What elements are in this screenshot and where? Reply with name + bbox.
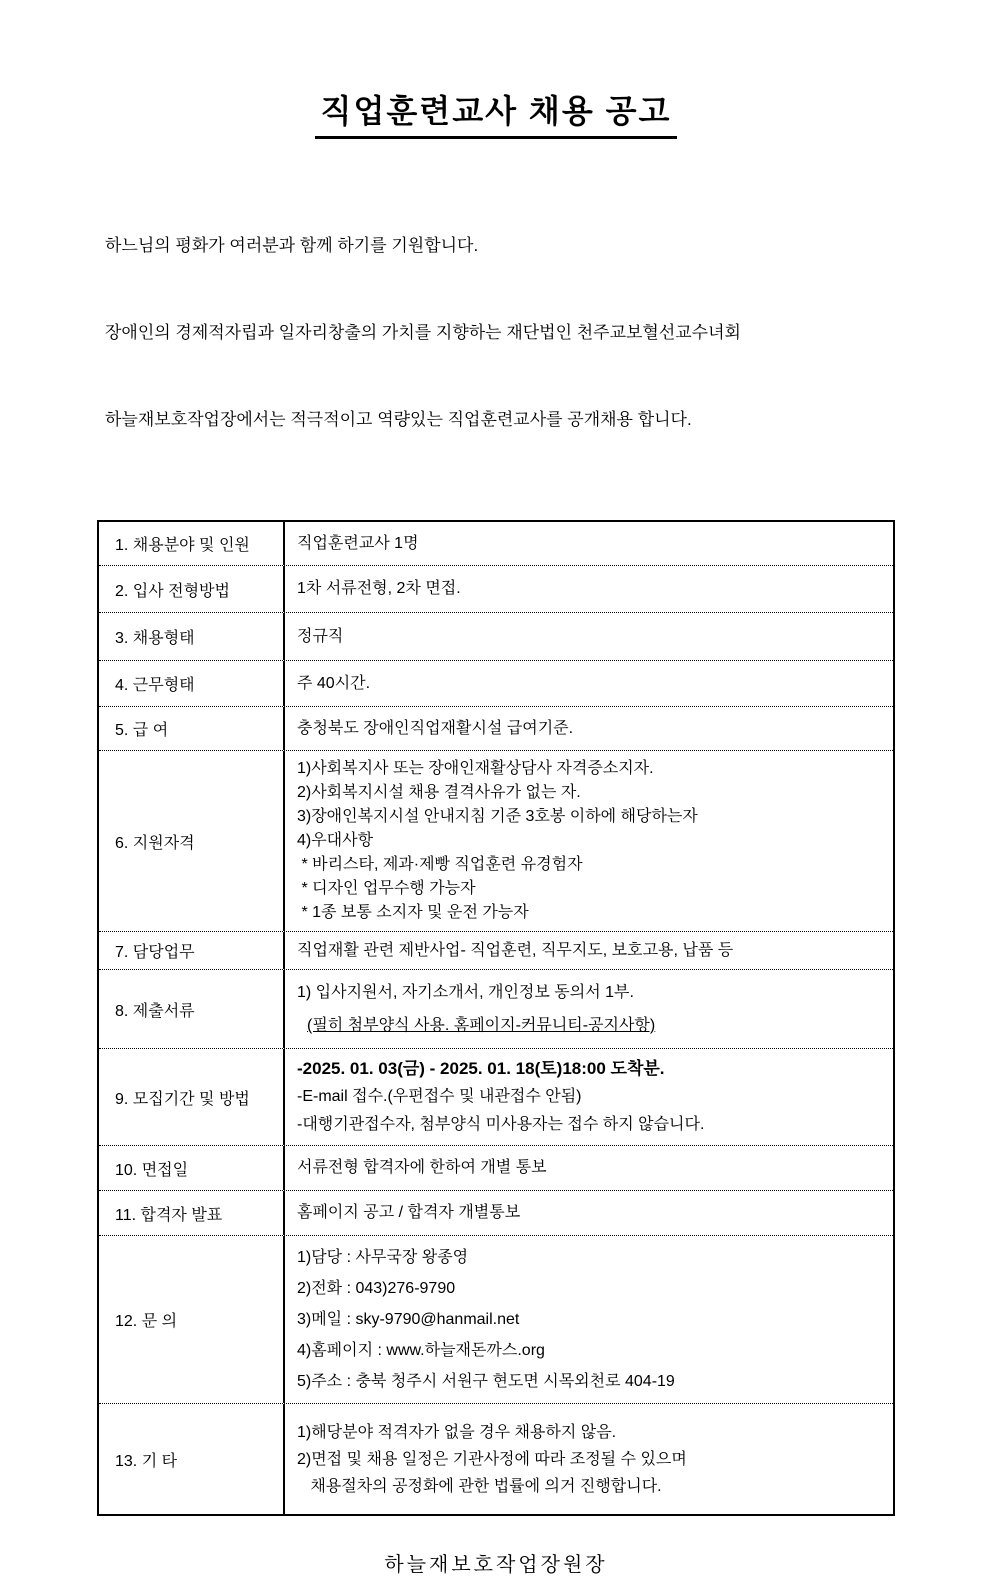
table-row bbox=[99, 751, 893, 932]
row-label: 12. 문 의 bbox=[99, 1236, 285, 1403]
row-value-line: 주 40시간. bbox=[297, 674, 371, 692]
row-value-line: 3)메일 : sky-9790@hanmail.net bbox=[297, 1311, 520, 1328]
page-title: 직업훈련교사 채용 공고 bbox=[315, 86, 678, 139]
row-label: 4. 근무형태 bbox=[99, 661, 285, 706]
row-value-line: 4)우대사항 bbox=[297, 832, 374, 849]
row-value bbox=[285, 1404, 893, 1514]
row-value bbox=[285, 751, 893, 931]
row-value-line: * 디자인 업무수행 가능자 bbox=[297, 880, 476, 897]
row-label: 11. 합격자 발표 bbox=[99, 1191, 285, 1235]
row-value bbox=[285, 1236, 893, 1403]
row-value bbox=[285, 1049, 893, 1145]
row-value bbox=[285, 522, 893, 565]
row-label: 3. 채용형태 bbox=[99, 613, 285, 660]
table-row bbox=[99, 970, 893, 1049]
row-label: 1. 채용분야 및 인원 bbox=[99, 522, 285, 565]
table-row bbox=[99, 522, 893, 566]
row-value-line: 1차 서류전형, 2차 면접. bbox=[297, 580, 461, 597]
row-label: 9. 모집기간 및 방법 bbox=[99, 1049, 285, 1145]
row-label: 6. 지원자격 bbox=[99, 751, 285, 931]
row-value-line: 정규직 bbox=[297, 627, 344, 645]
row-value bbox=[285, 932, 893, 969]
row-value-line: 1)담당 : 사무국장 왕종영 bbox=[297, 1249, 469, 1266]
table-row bbox=[99, 566, 893, 613]
row-value bbox=[285, 1146, 893, 1190]
recruitment-table bbox=[97, 520, 895, 1516]
row-value-line: 2)사회복지시설 채용 결격사유가 없는 자. bbox=[297, 784, 581, 801]
table-row bbox=[99, 932, 893, 970]
title-wrap bbox=[0, 0, 992, 139]
row-value-line: 4)홈페이지 : www.하늘재돈까스.org bbox=[297, 1342, 545, 1359]
table-row bbox=[99, 613, 893, 661]
intro-line: 하느님의 평화가 여러분과 함께 하기를 기원합니다. bbox=[105, 236, 479, 255]
row-value-line: -E-mail 접수.(우편접수 및 내관접수 안됨) bbox=[297, 1088, 582, 1105]
table-row bbox=[99, 1404, 893, 1514]
intro-line: 장애인의 경제적자립과 일자리창출의 가치를 지향하는 재단법인 천주교보혈선교수녀회 bbox=[105, 323, 741, 342]
table-row bbox=[99, 1191, 893, 1236]
row-value-line: 1)해당분야 적격자가 없을 경우 채용하지 않음. bbox=[297, 1423, 617, 1441]
row-value-line: 5)주소 : 충북 청주시 서원구 현도면 시목외천로 404-19 bbox=[297, 1373, 675, 1390]
row-value bbox=[285, 613, 893, 660]
row-value-line: 2)면접 및 채용 일정은 기관사정에 따라 조정될 수 있으며 bbox=[297, 1450, 687, 1468]
row-label: 2. 입사 전형방법 bbox=[99, 566, 285, 612]
row-value-line: * 1종 보통 소지자 및 운전 가능자 bbox=[297, 904, 529, 921]
row-value-line: (필히 첨부양식 사용. 홈페이지-커뮤니티-공지사항) bbox=[307, 1017, 656, 1034]
row-value-line: -2025. 01. 03(금) - 2025. 01. 18(토)18:00 도착분. bbox=[297, 1059, 665, 1078]
row-label: 13. 기 타 bbox=[99, 1404, 285, 1514]
row-value-line: 직업훈련교사 1명 bbox=[297, 534, 419, 552]
intro-paragraph bbox=[105, 173, 897, 492]
table-row bbox=[99, 1049, 893, 1146]
row-label: 7. 담당업무 bbox=[99, 932, 285, 969]
row-label: 8. 제출서류 bbox=[99, 970, 285, 1048]
row-value-line: 2)전화 : 043)276-9790 bbox=[297, 1280, 456, 1297]
row-value-line: -대행기관접수자, 첨부양식 미사용자는 접수 하지 않습니다. bbox=[297, 1116, 705, 1133]
row-value bbox=[285, 707, 893, 750]
row-value-line: 채용절차의 공정화에 관한 법률에 의거 진행합니다. bbox=[297, 1477, 662, 1495]
row-label: 5. 급 여 bbox=[99, 707, 285, 750]
table-row bbox=[99, 1236, 893, 1404]
table-row bbox=[99, 661, 893, 707]
row-value bbox=[285, 970, 893, 1048]
row-value-line: 3)장애인복지시설 안내지침 기준 3호봉 이하에 해당하는자 bbox=[297, 808, 698, 825]
row-value-line: 1)사회복지사 또는 장애인재활상담사 자격증소지자. bbox=[297, 760, 654, 777]
row-value bbox=[285, 566, 893, 612]
row-value bbox=[285, 661, 893, 706]
row-value-line: 1) 입사지원서, 자기소개서, 개인정보 동의서 1부. bbox=[297, 984, 634, 1001]
row-value bbox=[285, 1191, 893, 1235]
row-value-line: 서류전형 합격자에 한하여 개별 통보 bbox=[297, 1159, 547, 1176]
intro-line: 하늘재보호작업장에서는 적극적이고 역량있는 직업훈련교사를 공개채용 합니다. bbox=[105, 410, 692, 429]
table-row bbox=[99, 707, 893, 751]
row-value-line: 충청북도 장애인직업재활시설 급여기준. bbox=[297, 719, 574, 737]
row-value-line: 홈페이지 공고 / 합격자 개별통보 bbox=[297, 1204, 521, 1221]
row-value-line: * 바리스타, 제과·제빵 직업훈련 유경험자 bbox=[297, 856, 583, 873]
signature: 하늘재보호작업장원장 bbox=[384, 1554, 608, 1576]
row-value-line: 직업재활 관련 제반사업- 직업훈련, 직무지도, 보호고용, 납품 등 bbox=[297, 941, 734, 959]
table-row bbox=[99, 1146, 893, 1191]
row-label: 10. 면접일 bbox=[99, 1146, 285, 1190]
